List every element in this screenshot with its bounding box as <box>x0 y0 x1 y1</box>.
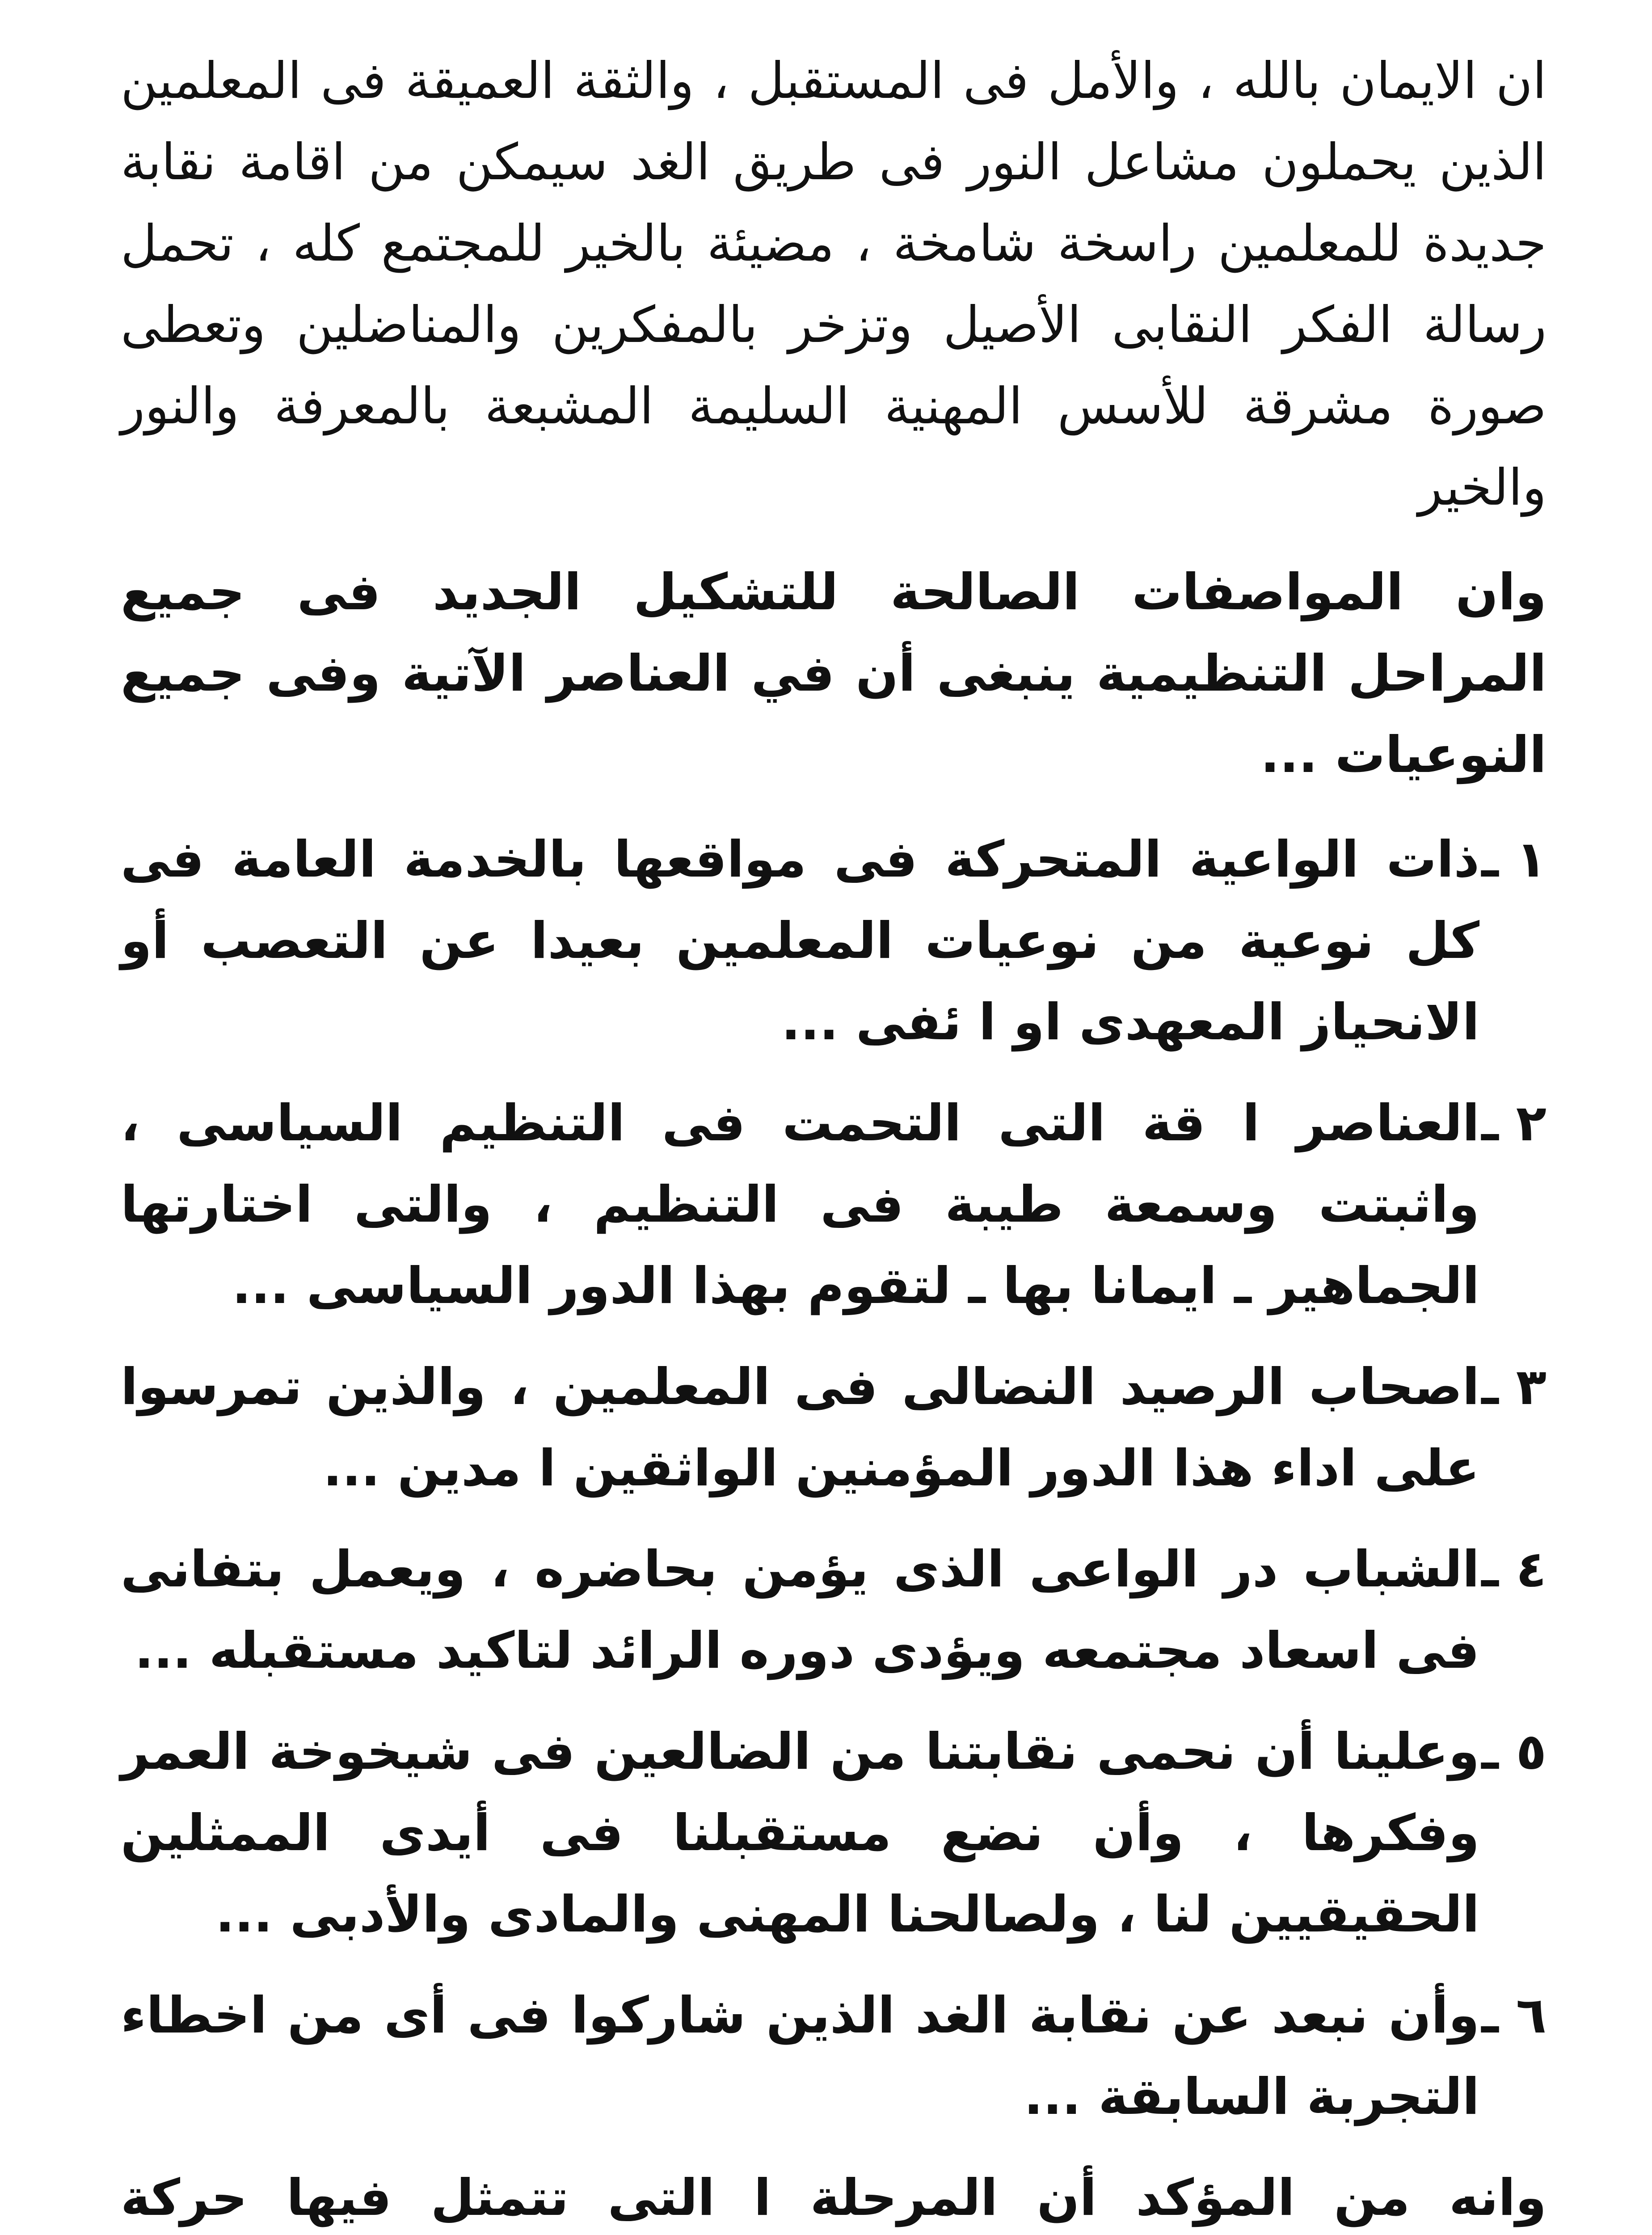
list-item-text: ذات الواعية المتحركة فى مواقعها بالخدمة العامة فى كل نوعية من نوعيات المعلمين بعيدا عن التعصب أو الانحياز المعهدى او ا ئفى ... <box>121 831 1479 1051</box>
list-item-text: وأن نبعد عن نقابة الغد الذين شاركوا فى أى من اخطاء التجربة السابقة ... <box>121 1986 1479 2126</box>
list-item-number: ٣ ـ <box>1481 1358 1547 1416</box>
list-item-text: العناصر ا قة التى التحمت فى التنظيم السياسى ، واثبتت وسمعة طيبة فى التنظيم ، والتى اختارتها الجماهير ـ ايمانا بها ـ لتقوم بهذا الدور السياسى ... <box>121 1094 1479 1315</box>
intro-paragraph: ان الايمان بالله ، والأمل فى المستقبل ، والثقة العميقة فى المعلمين الذين يحملون مشاعل النور فى طريق الغد سيمكن من اقامة نقابة جديدة للمعلمين راسخة شامخة ، مضيئة بالخير للمجتمع كله ، تحمل رسالة الفكر النقابى الأصيل وتزخر بالمفكرين والمناضلين وتعطى صورة مشرقة للأسس المهنية السليمة المشبعة بالمعرفة والنور والخير <box>121 52 1547 517</box>
list-item <box>121 1529 1547 1691</box>
list-item-text: الشباب در الواعى الذى يؤمن بحاضره ، ويعمل بتفانى فى اسعاد مجتمعه ويؤدى دوره الرائد لتاكيد مستقبله ... <box>121 1540 1479 1680</box>
list-item-number: ٥ ـ <box>1481 1723 1547 1781</box>
list-item <box>121 1975 1547 2138</box>
list-item-text: وعلينا أن نحمى نقابتنا من الضالعين فى شيخوخة العمر وفكرها ، وأن نضع مستقبلنا فى أيدى الممثلين الحقيقيين لنا ، ولصالحنا المهنى والمادى والأدبى ... <box>121 1723 1479 1944</box>
list-item-text: اصحاب الرصيد النضالى فى المعلمين ، والذين تمرسوا على اداء هذا الدور المؤمنين الواثقين ا مدين ... <box>121 1358 1479 1497</box>
document-body <box>121 40 1547 2235</box>
list-item-number: ٢ ـ <box>1481 1094 1547 1152</box>
lead-paragraph: وان المواصفات الصالحة للتشكيل الجديد فى جميع المراحل التنظيمية ينبغى أن في العناصر الآتية وفى جميع النوعيات ... <box>121 563 1547 784</box>
list-item-number: ٦ ـ <box>1481 1986 1547 2045</box>
list-item <box>121 1346 1547 1509</box>
list-item-number: ١ ـ <box>1481 831 1547 889</box>
list-item <box>121 819 1547 1063</box>
list-item-number: ٤ ـ <box>1481 1540 1547 1598</box>
list-item <box>121 1083 1547 1327</box>
list-item <box>121 1711 1547 1955</box>
stage-paragraph: وانه من المؤكد أن المرحلة ا التى تتمثل فيها حركة <box>121 2169 1547 2227</box>
